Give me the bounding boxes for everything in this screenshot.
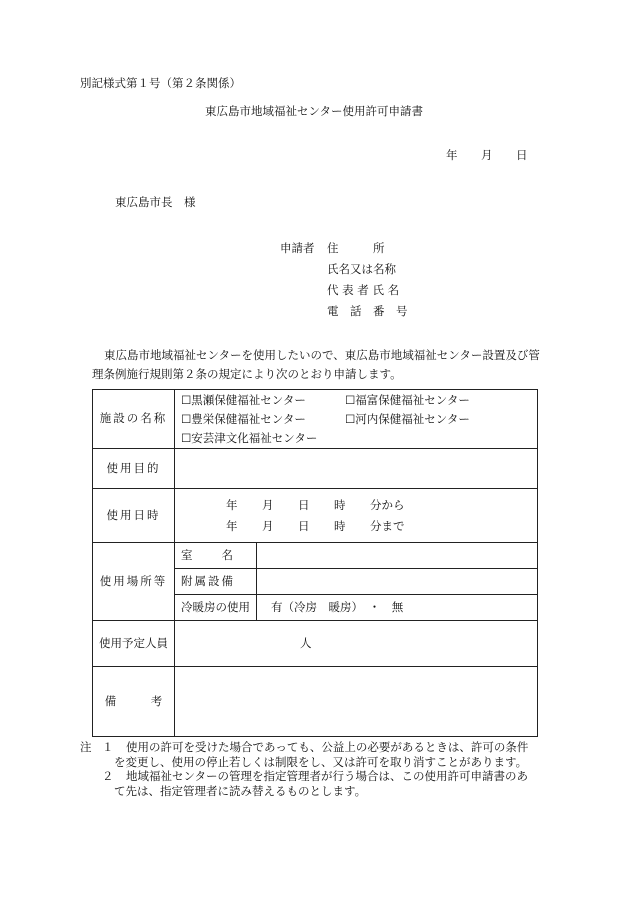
remarks-field[interactable] <box>175 667 538 737</box>
datetime-field[interactable] <box>175 489 538 543</box>
note-text-line: 地域福祉センターの管理を指定管理者が行う場合は、この使用許可申請書のあ <box>126 769 529 783</box>
date-month: 月 <box>481 148 493 162</box>
addressee: 東広島市長 様 <box>115 195 196 209</box>
equipment-label: 附属設備 <box>175 569 257 595</box>
place-label: 使用場所等 <box>93 543 175 621</box>
room-field[interactable] <box>257 543 538 569</box>
facility-option-kurose[interactable]: ☐黒瀬保健福祉センター <box>181 392 306 407</box>
applicant-representative-label: 代 表 者 氏 名 <box>327 283 400 297</box>
notes-mark: 注 <box>80 740 92 754</box>
from-hour: 時 <box>334 497 346 512</box>
applicant-label: 申請者 <box>280 241 315 255</box>
facility-option-akitsu[interactable]: ☐安芸津文化福祉センター <box>181 430 318 445</box>
application-table <box>92 389 538 737</box>
facility-option-kouchi[interactable]: ☐河内保健福祉センター <box>345 411 470 426</box>
form-number: 別記様式第１号（第２条関係） <box>80 76 241 90</box>
to-month: 月 <box>262 518 274 533</box>
room-label: 室 名 <box>175 543 257 569</box>
intro-line-1: 東広島市地域福祉センターを使用したいので、東広島市地域福祉センター設置及び管 <box>104 348 540 362</box>
equipment-field[interactable] <box>257 569 538 595</box>
applicant-name-label: 氏名又は名称 <box>327 262 396 276</box>
from-year: 年 <box>226 497 238 512</box>
applicant-address-label: 住 所 <box>327 241 385 255</box>
to-minute: 分まで <box>370 518 405 533</box>
ac-value[interactable]: 有（冷房 暖房） ・ 無 <box>257 595 538 621</box>
notes <box>80 740 560 798</box>
from-month: 月 <box>262 497 274 512</box>
ac-label: 冷暖房の使用 <box>175 595 257 621</box>
remarks-row <box>93 667 538 737</box>
to-day: 日 <box>298 518 310 533</box>
facility-options <box>175 390 538 449</box>
people-row <box>93 621 538 667</box>
note-item-2 <box>80 769 560 798</box>
datetime-from <box>175 495 537 516</box>
applicant-phone-label: 電 話 番 号 <box>327 304 408 318</box>
note-item-1 <box>80 740 560 769</box>
form-title: 東広島市地域福祉センター使用許可申請書 <box>205 104 424 118</box>
datetime-row <box>93 489 538 543</box>
date-year: 年 <box>446 148 458 162</box>
to-hour: 時 <box>334 518 346 533</box>
datetime-to <box>175 516 537 537</box>
facility-option-fukutomi[interactable]: ☐福富保健福祉センター <box>345 392 470 407</box>
purpose-row <box>93 449 538 489</box>
intro-line-2: 理条例施行規則第２条の規定により次のとおり申請します。 <box>92 367 402 381</box>
note-number: ２ <box>102 769 114 783</box>
people-field[interactable] <box>175 621 538 667</box>
purpose-label: 使用目的 <box>93 449 175 489</box>
facility-label: 施設の名称 <box>93 390 175 449</box>
datetime-label: 使用日時 <box>93 489 175 543</box>
from-day: 日 <box>298 497 310 512</box>
note-text-line: 使用の許可を受けた場合であっても、公益上の必要があるときは、許可の条件 <box>126 740 529 754</box>
facility-row <box>93 390 538 449</box>
facility-option-toyosaka[interactable]: ☐豊栄保健福祉センター <box>181 411 306 426</box>
room-row <box>93 543 538 569</box>
people-unit: 人 <box>300 635 312 650</box>
to-year: 年 <box>226 518 238 533</box>
note-text-line: て先は、指定管理者に読み替えるものとします。 <box>114 783 367 798</box>
note-text-line: を変更し、使用の停止若しくは制限をし、又は許可を取り消すことがあります。 <box>114 754 528 769</box>
people-label: 使用予定人員 <box>93 621 175 667</box>
remarks-label: 備 考 <box>93 667 175 737</box>
purpose-field[interactable] <box>175 449 538 489</box>
from-minute: 分から <box>370 497 405 512</box>
note-number: １ <box>102 740 114 754</box>
date-day: 日 <box>516 148 528 162</box>
